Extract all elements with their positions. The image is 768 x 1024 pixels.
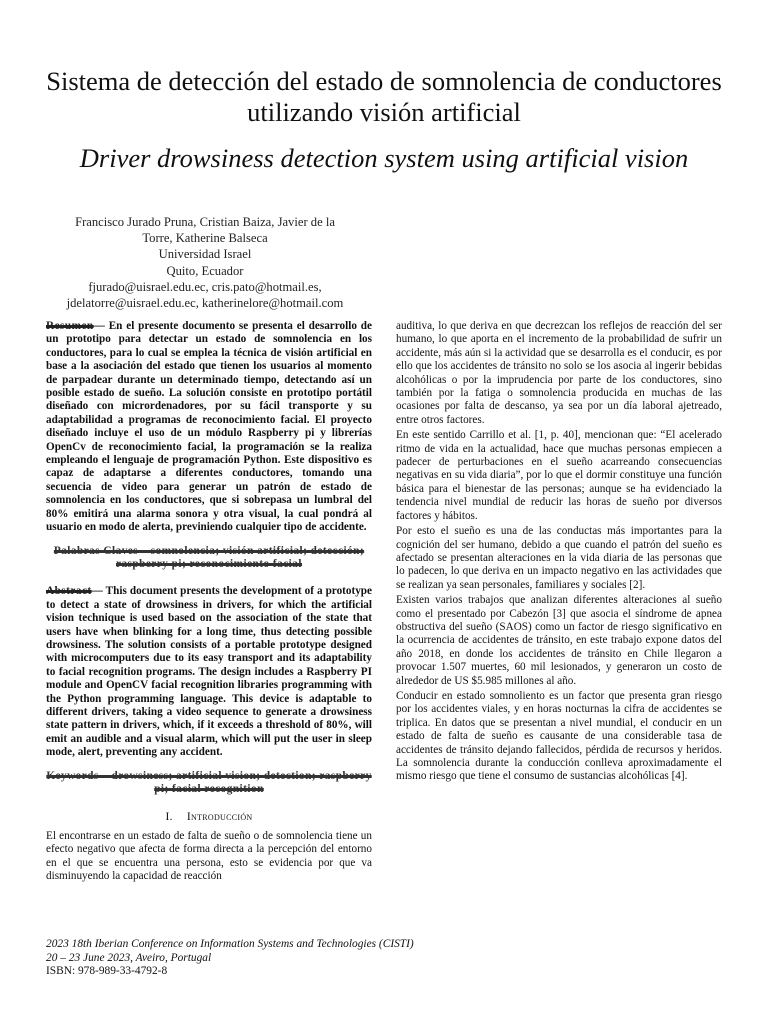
section-heading: [46, 810, 372, 823]
paper-title: Sistema de detección del estado de somnolencia de conductores utilizando visión artificial: [46, 66, 722, 127]
email-line: jdelatorre@uisrael.edu.ec, katherinelore@hotmail.com: [66, 296, 344, 311]
resumen-label: Resumen: [46, 320, 94, 332]
author-line: Torre, Katherine Balseca: [142, 231, 268, 246]
author-line: Francisco Jurado Pruna, Cristian Baiza, Javier de la: [75, 215, 335, 229]
body-paragraph: Conducir en estado somnoliento es un factor que presenta gran riesgo por los accidentes viales, y en horas nocturnas la cifra de accidentes se triplica. En datos que se presentan a nivel mundial, el conducir en un estado de falta de sueño es causante de una considerable tasa de accidentes de tránsito dejando fallecidos, pérdida de recursos y heridos. La somnolencia durante la conducción conlleva aproximadamente el mismo riesgo que tiene el consumo de sustancias alcohólicas [4].: [396, 689, 722, 783]
body-paragraph: El encontrarse en un estado de falta de sueño o de somnolencia tiene un efecto negativo que afecta de forma directa a la percepción del entorno en el que se encuentra una persona, esto se evidencia por que va disminuyendo la capacidad de reacción: [46, 829, 372, 883]
abstract-text: — This document presents the development of a prototype to detect a state of drowsiness in drivers, for which the artificial vision technique is used based on the association of the state that users have when blinking for a long time, thus detecting possible drowsiness. The solution consists of a portable prototype designed with microcomputers due to its easy transport and its adaptability to facial recognition programs. The design includes a Raspberry PI module and OpenCV facial recognition libraries programming with the Python programming language. This device is adaptable to different drivers, taking a video sequence to generate a drowsiness state pattern in drivers, which, if it exceeds a threshold of 80%, will emit an audible and a visual alarm, which will put the user in sleep mode, alert, preventing any accident.: [46, 585, 372, 759]
body-paragraph: auditiva, lo que deriva en que decrezcan los reflejos de reacción del ser humano, lo que aporta en el incremento de la probabilidad de sufrir un accidente, más aún si la actividad que se desarrolla es el conducir, es por ello que los accidentes de tránsito no solo se los asocia al ingerir bebidas alcohólicas o por la imprudencia por parte de los conductores, sino también por la fatiga o somnolencia producida en muchas de las ocasiones por falta de descanso, ya sea por un día laboral ajetreado, entre otros factores.: [396, 320, 722, 426]
location-line: Quito, Ecuador: [166, 263, 244, 278]
keywords: Keywords – drowsiness; artificial vision; detection; raspberry pi; facial recognition: [46, 769, 372, 795]
body-paragraph: En este sentido Carrillo et al. [1, p. 40], mencionan que: “El acelerado ritmo de vida en la actualidad, hace que muchas personas empiecen a padecer de perturbaciones en el sueño acarreando consecuencias negativas en su vida diaria”, por lo que el dormir constituye una función básica para el bienestar de las personas; aunque se ha evidenciado la tendencia nivel mundial de reducir las horas de sueño por diversos factores y hábitos.: [396, 429, 722, 522]
resumen-text: — En el presente documento se presenta el desarrollo de un prototipo para detectar un estado de somnolencia en los conductores, para lo cual se emplea la técnica de visión artificial en base a la asociación del estado que tienen los usuarios al momento de parpadear durante un determinado tiempo, detectando así un posible estado de sueño. La solución consiste en prototipo portátil diseñado con micrordenadores, por su fácil transporte y su adaptabilidad a programas de reconocimiento facial. El proyecto diseñado incluye el uso de un módulo Raspberry pi y librerías OpenCv de reconocimiento facial, la programación se la realiza empleando el lenguaje de programación Python. Este dispositivo es capaz de adaptarse a diferentes conductores, tomando una secuencia de video para generar un patrón de estado de somnolencia en los conductores, que si sobrepasa un lumbral del 80% emitirá una alarma sonora y otra visual, la cual pondrá al usuario en modo de alerta, previniendo cualquier tipo de accidente.: [46, 320, 372, 534]
footer-isbn: ISBN: 978-989-33-4792-8: [46, 965, 168, 978]
footer-conference: 2023 18th Iberian Conference on Information Systems and Technologies (CISTI): [46, 938, 414, 950]
footer-dates: 20 – 23 June 2023, Aveiro, Portugal: [46, 951, 212, 964]
paper-subtitle: Driver drowsiness detection system using artificial vision: [79, 143, 689, 173]
body-paragraph: Por esto el sueño es una de las conductas más importantes para la cognición del ser humano, debido a que cuando el patrón del sueño es afectado se presentan alteraciones en la vida diaria de las personas que lo padecen, lo que deriva en un impacto negativo en las actividades que se realizan ya sean personales, familiares y sociales [2].: [396, 525, 722, 591]
abstract-paragraph: [46, 585, 372, 759]
abstract-label: Abstract: [46, 585, 92, 598]
palabras-clave: Palabras Claves – somnolencia; visión artificial; detección; raspberry pi; reconocimiento facial: [53, 544, 365, 570]
left-column: [46, 320, 372, 885]
section-number: I.: [165, 810, 173, 824]
conference-footer: [46, 938, 546, 979]
right-column: [396, 320, 722, 786]
affiliation-line: Universidad Israel: [158, 247, 252, 262]
resumen-paragraph: [46, 320, 372, 535]
email-line: fjurado@uisrael.edu.ec, cris.pato@hotmail.es,: [88, 279, 322, 294]
section-title: Introducción: [186, 810, 253, 824]
author-block: [40, 214, 370, 311]
body-paragraph: Existen varios trabajos que analizan diferentes alteraciones al sueño como el presentado por Cabezón [3] que asocia el síndrome de apnea obstructiva del sueño (SAOS) como un factor de riesgo significativo en la ocurrencia de accidentes de tránsito, en este trabajo expone datos del año 2018, en donde los accidentes de tránsito en Chile llegaron a provocar 1.507 muertes, 60 mil lesionados, y generaron un costo de alrededor de US $5.985 millones al año.: [396, 594, 722, 687]
